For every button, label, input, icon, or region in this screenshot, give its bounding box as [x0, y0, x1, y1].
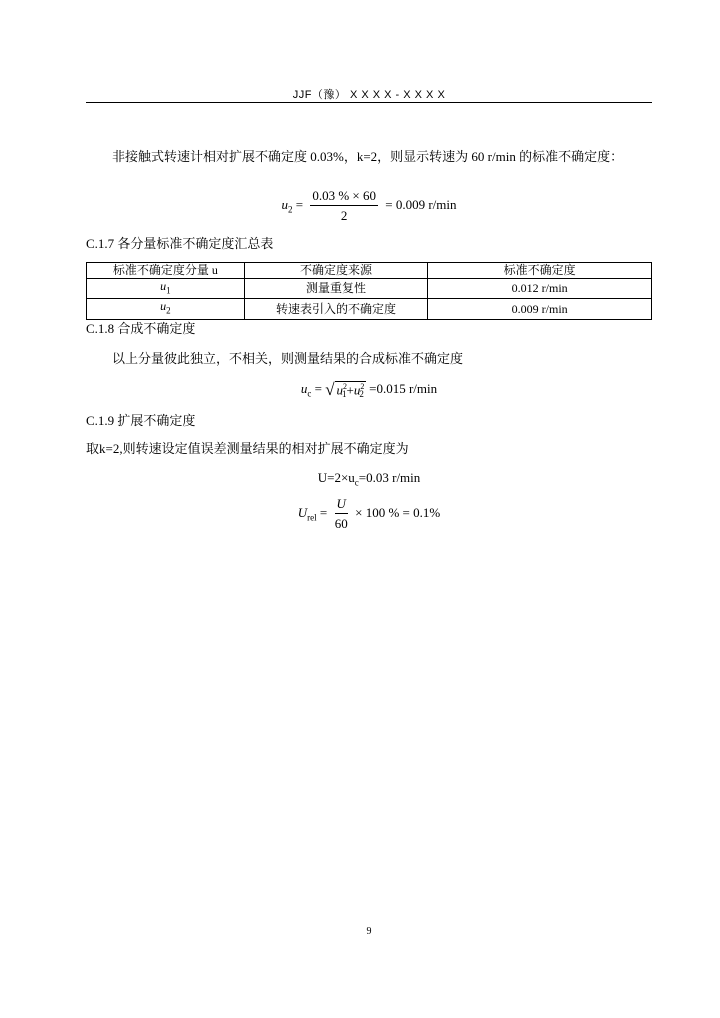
sqrt-sign: √ $u^2_1+u^2_2$ — [325, 380, 365, 400]
section-c19-text: 取k=2,则转速设定值误差测量结果的相对扩展不确定度为 — [86, 441, 409, 456]
eq-uc-subscript: c — [307, 388, 312, 399]
eq-U-text: U=2×u — [317, 470, 355, 485]
table-row — [87, 279, 652, 299]
eq-U-subscript: c — [354, 477, 359, 488]
eq-Urel-numerator: U — [335, 496, 348, 514]
eq-Urel-result: × 100 % = 0.1% — [355, 504, 441, 520]
eq-u2-subscript: 2 — [287, 204, 293, 215]
eq-u2-result: = 0.009 r/min — [385, 196, 457, 212]
eq-U-result: =0.03 r/min — [358, 470, 421, 485]
uncertainty-summary-table — [86, 262, 652, 320]
table-cell-symbol: $u_2$ — [87, 299, 245, 319]
equation-u2: $u_2$ = $\frac{0.03 \% \times 60}{2}$ = 0.009 r/min — [281, 188, 457, 223]
section-c18-heading: C.1.8 合成不确定度 — [86, 321, 196, 336]
eq-Urel-subscript: rel — [307, 512, 317, 523]
eq-Urel-fraction — [335, 496, 348, 532]
equation-Urel: $U_{rel}$ = $\frac{U}{60}$ × 100 % = 0.1% — [297, 496, 441, 531]
table-header-cell: 不确定度来源 — [244, 263, 428, 279]
eq-u2-numerator: 0.03 % × 60 — [310, 188, 378, 206]
table-header-cell: 标准不确定度分量 u — [87, 263, 245, 279]
eq-u2-symbol: u — [281, 196, 288, 212]
eq-u2-denominator: 2 — [340, 208, 348, 223]
table-cell-value: 0.012 r/min — [428, 279, 652, 299]
table-cell-value: 0.009 r/min — [428, 299, 652, 319]
eq-u2-fraction — [310, 188, 378, 224]
section-c19-heading: C.1.9 扩展不确定度 — [86, 413, 196, 428]
intro-text: 非接触式转速计相对扩展不确定度 0.03%，k=2，则显示转速为 60 r/min 的标准不确定度： — [112, 149, 624, 164]
table-cell-source: 测量重复性 — [244, 279, 428, 299]
table-row — [87, 299, 652, 319]
page-header: JJF（豫） X X X X - X X X X — [292, 89, 446, 101]
table-cell-symbol: $u_1$ — [87, 279, 245, 299]
table-cell-source: 转速表引入的不确定度 — [244, 299, 428, 319]
table-header-row — [87, 263, 652, 279]
header-rule — [86, 102, 652, 103]
section-c18-text: 以上分量彼此独立，不相关，则测量结果的合成标准不确定度 — [112, 351, 464, 366]
eq-Urel-denominator: 60 — [334, 516, 348, 531]
eq-uc-result: =0.015 r/min — [369, 380, 438, 396]
eq-uc-symbol: u — [300, 380, 308, 396]
eq-Urel-symbol: U — [297, 504, 308, 520]
equation-uc: $u_c$ = √ $u^2_1+u^2_2 =0.015$ r/min — [300, 380, 438, 400]
page-number: 9 — [366, 926, 372, 937]
section-c17-heading: C.1.7 各分量标准不确定度汇总表 — [86, 236, 274, 251]
equation-U — [86, 470, 652, 488]
intro-paragraph — [86, 148, 652, 166]
table-header-cell: 标准不确定度 — [428, 263, 652, 279]
